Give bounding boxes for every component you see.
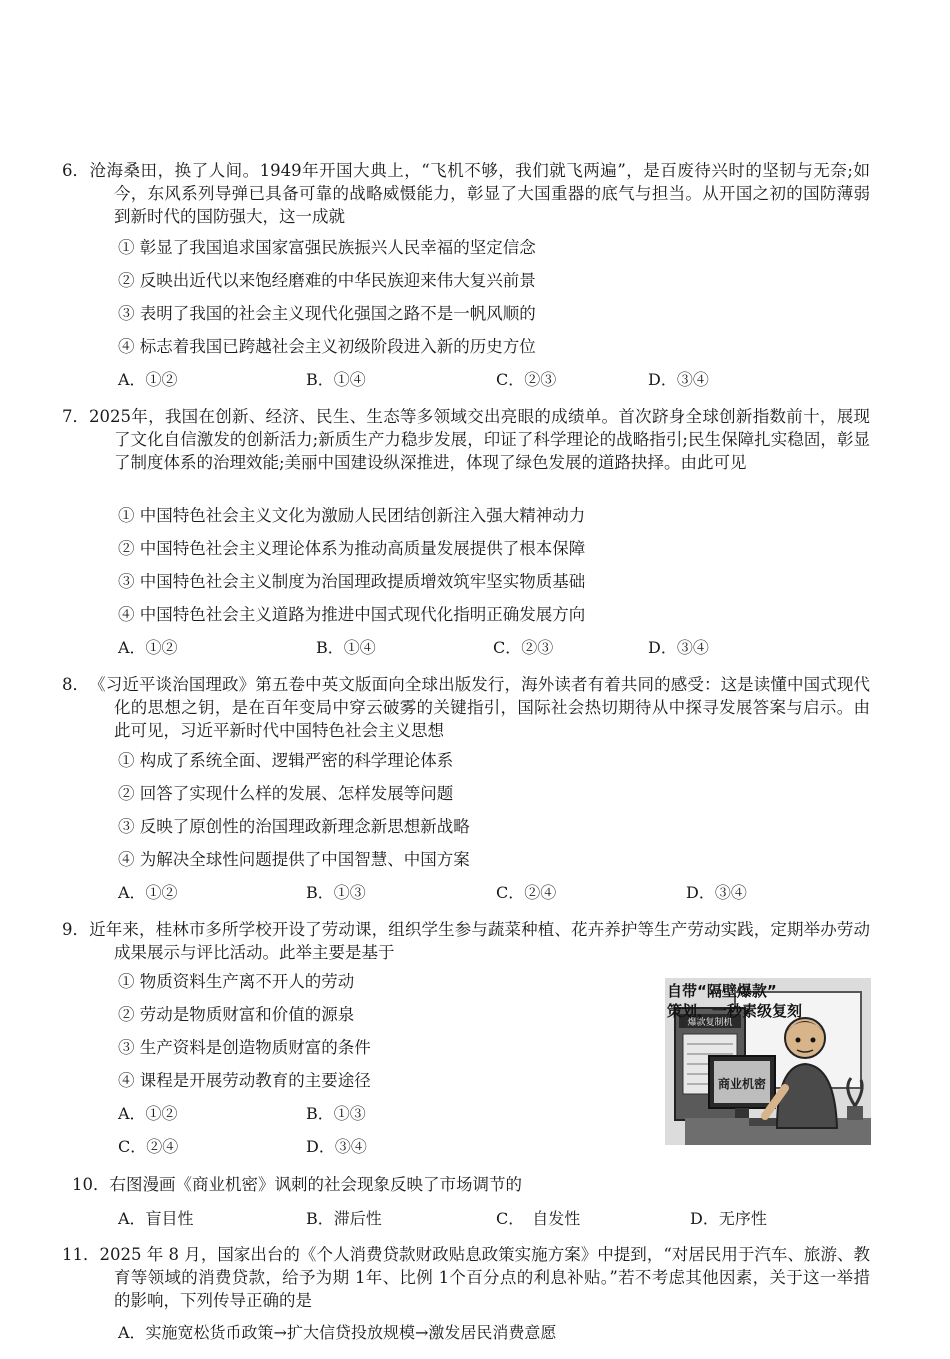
choice-d: D．无序性 <box>690 1209 767 1228</box>
choice-b: B．①④ <box>306 370 366 389</box>
question-number: 10． <box>72 1175 110 1194</box>
statement-1: ① 彰显了我国追求国家富强民族振兴人民幸福的坚定信念 <box>118 238 536 257</box>
choice-c: C．②④ <box>496 883 557 902</box>
statement-1: ① 物质资料生产离不开人的劳动 <box>118 972 355 991</box>
question-text: 《习近平谈治国理政》第五卷中英文版面向全球出版发行，海外读者有着共同的感受：这是读懂中国式现代化的思想之钥，是在百年变局中穿云破雾的关键指引，国际社会热切期待从中探寻发展答案与启示。由此可见，习近平新时代中国特色社会主义思想 <box>89 675 870 740</box>
question-number: 8． <box>62 675 89 694</box>
question-number: 6． <box>62 161 89 180</box>
question-8 <box>62 673 870 742</box>
question-stem <box>62 673 870 742</box>
cartoon-image <box>665 978 871 1145</box>
choice-c: C．②③ <box>496 370 557 389</box>
choice-c: C．②④ <box>118 1137 179 1156</box>
choice-b: B．滞后性 <box>306 1209 382 1228</box>
question-stem <box>62 405 870 474</box>
question-text: 2025年，我国在创新、经济、民生、生态等多领域交出亮眼的成绩单。首次跻身全球创新指数前十，展现了文化自信激发的创新活力;新质生产力稳步发展，印证了科学理论的战略指引;民生保障扎实稳固，彰显了制度体系的治理效能;美丽中国建设纵深推进，体现了绿色发展的道路抉择。由此可见 <box>89 407 870 472</box>
statement-1: ① 中国特色社会主义文化为激励人民团结创新注入强大精神动力 <box>118 506 586 525</box>
choice-a: A．①② <box>118 1104 178 1123</box>
screen-text: 商业机密 <box>717 1077 767 1091</box>
question-9 <box>62 918 870 964</box>
choice-d: D．③④ <box>648 370 709 389</box>
choice-a: A．①② <box>118 883 178 902</box>
statement-3: ③ 中国特色社会主义制度为治国理政提质增效筑牢坚实物质基础 <box>118 572 586 591</box>
choice-c: C． 自发性 <box>496 1209 581 1228</box>
choice-b: B．①④ <box>316 638 376 657</box>
choice-a: A．实施宽松货币政策→扩大信贷投放规模→激发居民消费意愿 <box>118 1323 557 1342</box>
choice-b: B．①③ <box>306 1104 366 1123</box>
statement-4: ④ 课程是开展劳动教育的主要途径 <box>118 1071 371 1090</box>
choice-d: D．③④ <box>306 1137 367 1156</box>
statement-1: ① 构成了系统全面、逻辑严密的科学理论体系 <box>118 751 454 770</box>
statement-2: ② 劳动是物质财富和价值的源泉 <box>118 1005 355 1024</box>
choice-a: A．盲目性 <box>118 1209 194 1228</box>
statement-3: ③ 反映了原创性的治国理政新理念新思想新战略 <box>118 817 470 836</box>
choice-a: A．①② <box>118 638 178 657</box>
question-10 <box>72 1173 870 1196</box>
statement-3: ③ 生产资料是创造物质财富的条件 <box>118 1038 371 1057</box>
question-number: 9． <box>62 920 89 939</box>
question-6 <box>62 159 870 228</box>
question-text: 沧海桑田，换了人间。1949年开国大典上，“飞机不够，我们就飞两遍”，是百废待兴时的坚韧与无奈;如今，东风系列导弹已具备可靠的战略威慑能力，彰显了大国重器的底气与担当。从开国之初的国防薄弱到新时代的国防强大，这一成就 <box>89 161 870 226</box>
question-text: 右图漫画《商业机密》讽刺的社会现象反映了市场调节的 <box>109 1175 522 1194</box>
question-7 <box>62 405 870 474</box>
cartoon-drawing <box>665 978 871 1145</box>
machine-label: 爆款复制机 <box>687 1018 733 1028</box>
choice-b: B．①③ <box>306 883 366 902</box>
choice-a: A．①② <box>118 370 178 389</box>
question-text: 近年来，桂林市多所学校开设了劳动课，组织学生参与蔬菜种植、花卉养护等生产劳动实践，定期举办劳动成果展示与评比活动。此举主要是基于 <box>89 920 870 962</box>
statement-2: ② 中国特色社会主义理论体系为推动高质量发展提供了根本保障 <box>118 539 586 558</box>
question-number: 11． <box>62 1245 100 1264</box>
cartoon-caption-line-1: 自带“隔壁爆款” <box>667 982 777 1000</box>
statement-3: ③ 表明了我国的社会主义现代化强国之路不是一帆风顺的 <box>118 304 536 323</box>
question-stem <box>72 1173 870 1196</box>
choice-c: C．②③ <box>493 638 554 657</box>
statement-4: ④ 标志着我国已跨越社会主义初级阶段进入新的历史方位 <box>118 337 536 356</box>
question-text: 2025 年 8 月，国家出台的《个人消费贷款财政贴息政策实施方案》中提到，“对居民用于汽车、旅游、教育等领域的消费贷款，给予为期 1年、比例 1个百分点的利息补贴。”若不考虑其他因素，关于这一举措的影响，下列传导正确的是 <box>99 1245 870 1310</box>
question-11 <box>62 1243 870 1312</box>
question-stem <box>62 918 870 964</box>
statement-2: ② 反映出近代以来饱经磨难的中华民族迎来伟大复兴前景 <box>118 271 536 290</box>
question-number: 7． <box>62 407 89 426</box>
choice-d: D．③④ <box>686 883 747 902</box>
question-stem <box>62 159 870 228</box>
choice-d: D．③④ <box>648 638 709 657</box>
statement-4: ④ 为解决全球性问题提供了中国智慧、中国方案 <box>118 850 470 869</box>
statement-4: ④ 中国特色社会主义道路为推进中国式现代化指明正确发展方向 <box>118 605 586 624</box>
question-stem <box>62 1243 870 1312</box>
statement-2: ② 回答了实现什么样的发展、怎样发展等问题 <box>118 784 454 803</box>
cartoon-caption-line-2: 策划，一秒素级复刻 <box>667 1002 803 1020</box>
